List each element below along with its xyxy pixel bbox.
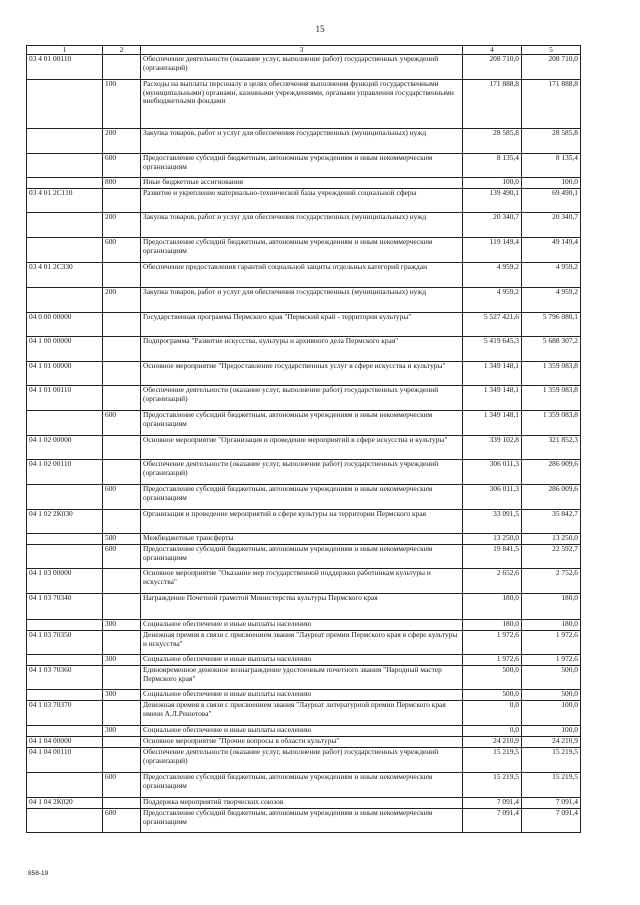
row-value-1-cell: 24 210,9	[463, 737, 522, 748]
row-code-cell: 04 1 02 2К030	[27, 510, 103, 534]
row-name-cell: Поддержка мероприятий творческих союзов	[141, 798, 463, 809]
row-name-cell: Обеспечение деятельности (оказание услуг, выполнение работ) государственных учреждений (организаций)	[141, 386, 463, 411]
table-row	[27, 773, 581, 798]
row-type-cell: 600	[103, 485, 141, 510]
row-value-1-cell: 306 011,3	[463, 460, 522, 485]
row-name-cell: Предоставление субсидий бюджетным, автономным учреждениям и иным некоммерческим организациям	[141, 545, 463, 569]
table-row	[27, 631, 581, 655]
row-code-cell: 03 4 01 2С110	[27, 189, 103, 213]
row-type-cell	[103, 569, 141, 594]
row-value-1-cell: 1 349 148,1	[463, 411, 522, 436]
row-value-1-cell: 4 959,2	[463, 288, 522, 313]
row-name-cell: Обеспечение деятельности (оказание услуг, выполнение работ) государственных учреждений (организаций)	[141, 748, 463, 773]
row-name-cell: Предоставление субсидий бюджетным, автономным учреждениям и иным некоммерческим организациям	[141, 773, 463, 798]
row-value-2-cell: 321 852,3	[522, 436, 581, 460]
row-name-cell: Развитие и укрепление материально-технической базы учреждений социальной сферы	[141, 189, 463, 213]
row-code-cell	[27, 773, 103, 798]
table-header-row	[27, 46, 581, 55]
footer-code: 858-19	[28, 870, 49, 877]
row-code-cell: 04 1 03 70350	[27, 631, 103, 655]
table-row	[27, 263, 581, 288]
row-type-cell: 600	[103, 545, 141, 569]
row-code-cell	[27, 129, 103, 154]
table-row	[27, 726, 581, 737]
row-value-1-cell: 500,0	[463, 690, 522, 701]
row-value-2-cell: 35 842,7	[522, 510, 581, 534]
table-row	[27, 80, 581, 129]
row-value-1-cell: 5 527 421,6	[463, 313, 522, 337]
row-type-cell: 600	[103, 154, 141, 178]
table-row	[27, 510, 581, 534]
row-value-2-cell: 100,0	[522, 178, 581, 189]
row-code-cell: 03 4 01 00110	[27, 55, 103, 80]
table-row	[27, 55, 581, 80]
row-name-cell: Социальное обеспечение и иные выплаты населению	[141, 690, 463, 701]
row-name-cell: Основное мероприятие "Оказание мер государственной поддержки работникам культуры и искусства"	[141, 569, 463, 594]
row-value-2-cell: 100,0	[522, 726, 581, 737]
row-code-cell: 04 1 00 00000	[27, 337, 103, 362]
row-value-1-cell: 20 340,7	[463, 213, 522, 238]
row-type-cell	[103, 460, 141, 485]
header-col-4: 4	[463, 46, 522, 55]
row-code-cell: 04 1 04 00000	[27, 737, 103, 748]
row-value-1-cell: 139 490,1	[463, 189, 522, 213]
row-value-1-cell: 19 841,5	[463, 545, 522, 569]
table-row	[27, 411, 581, 436]
row-value-1-cell: 15 219,5	[463, 748, 522, 773]
row-value-2-cell: 171 888,8	[522, 80, 581, 129]
row-code-cell	[27, 620, 103, 631]
table-row	[27, 362, 581, 386]
row-value-2-cell: 1 972,6	[522, 655, 581, 666]
row-name-cell: Предоставление субсидий бюджетным, автономным учреждениям и иным некоммерческим организациям	[141, 411, 463, 436]
row-value-1-cell: 33 091,5	[463, 510, 522, 534]
table-row	[27, 534, 581, 545]
row-code-cell	[27, 238, 103, 263]
row-type-cell	[103, 631, 141, 655]
row-value-1-cell: 1 972,6	[463, 631, 522, 655]
table-row	[27, 701, 581, 726]
row-type-cell	[103, 263, 141, 288]
row-name-cell: Единовременное денежное вознаграждение удостоенным почетного звания "Народный мастер Пермского края"	[141, 666, 463, 690]
table-row	[27, 288, 581, 313]
row-value-2-cell: 49 149,4	[522, 238, 581, 263]
row-type-cell	[103, 737, 141, 748]
row-name-cell: Обеспечение деятельности (оказание услуг, выполнение работ) государственных учреждений (организаций)	[141, 55, 463, 80]
row-name-cell: Предоставление субсидий бюджетным, автономным учреждениям и иным некоммерческим организациям	[141, 154, 463, 178]
row-code-cell	[27, 178, 103, 189]
row-code-cell	[27, 809, 103, 833]
row-value-1-cell: 15 219,5	[463, 773, 522, 798]
row-value-2-cell: 286 009,6	[522, 460, 581, 485]
row-value-1-cell: 5 419 645,3	[463, 337, 522, 362]
table-row	[27, 545, 581, 569]
row-code-cell: 04 1 03 70340	[27, 594, 103, 620]
budget-table	[26, 45, 581, 833]
header-col-5: 5	[522, 46, 581, 55]
row-code-cell: 04 1 03 00000	[27, 569, 103, 594]
row-name-cell: Организация и проведение мероприятий в сфере культуры на территории Пермского края	[141, 510, 463, 534]
row-value-2-cell: 24 210,9	[522, 737, 581, 748]
row-value-1-cell: 1 349 148,1	[463, 386, 522, 411]
table-row	[27, 436, 581, 460]
row-type-cell: 600	[103, 809, 141, 833]
row-value-2-cell: 100,0	[522, 701, 581, 726]
row-name-cell: Закупка товаров, работ и услуг для обеспечения государственных (муниципальных) нужд	[141, 213, 463, 238]
row-value-2-cell: 20 340,7	[522, 213, 581, 238]
row-value-1-cell: 13 250,0	[463, 534, 522, 545]
row-code-cell	[27, 690, 103, 701]
row-value-2-cell: 5 688 307,2	[522, 337, 581, 362]
row-type-cell: 300	[103, 620, 141, 631]
table-row	[27, 655, 581, 666]
row-code-cell: 04 1 02 00110	[27, 460, 103, 485]
row-code-cell	[27, 534, 103, 545]
table-row	[27, 748, 581, 773]
row-value-1-cell: 180,0	[463, 620, 522, 631]
table-row	[27, 737, 581, 748]
row-value-2-cell: 208 710,0	[522, 55, 581, 80]
table-row	[27, 809, 581, 833]
row-value-2-cell: 180,0	[522, 594, 581, 620]
table-row	[27, 690, 581, 701]
row-value-1-cell: 500,0	[463, 666, 522, 690]
table-row	[27, 129, 581, 154]
row-type-cell	[103, 748, 141, 773]
row-value-2-cell: 5 796 080,1	[522, 313, 581, 337]
table-row	[27, 178, 581, 189]
row-name-cell: Расходы на выплаты персоналу в целях обеспечения выполнения функций государственными (муниципальными) органами, казенными учреждениями, органами управления государственными внебюджетными фондами	[141, 80, 463, 129]
row-value-1-cell: 0,0	[463, 701, 522, 726]
row-name-cell: Предоставление субсидий бюджетным, автономным учреждениям и иным некоммерческим организациям	[141, 238, 463, 263]
row-value-1-cell: 171 888,8	[463, 80, 522, 129]
row-name-cell: Обеспечение предоставления гарантий социальной защиты отдельных категорий граждан	[141, 263, 463, 288]
row-value-2-cell: 2 752,6	[522, 569, 581, 594]
table-row	[27, 154, 581, 178]
table-row	[27, 213, 581, 238]
row-name-cell: Социальное обеспечение и иные выплаты населению	[141, 655, 463, 666]
table-row	[27, 238, 581, 263]
row-value-1-cell: 1 349 148,1	[463, 362, 522, 386]
row-code-cell: 04 1 01 00000	[27, 362, 103, 386]
row-type-cell	[103, 510, 141, 534]
row-type-cell	[103, 55, 141, 80]
row-value-1-cell: 2 652,6	[463, 569, 522, 594]
header-col-1: 1	[27, 46, 103, 55]
table-row	[27, 666, 581, 690]
row-value-1-cell: 1 972,6	[463, 655, 522, 666]
row-type-cell: 800	[103, 178, 141, 189]
row-name-cell: Обеспечение деятельности (оказание услуг, выполнение работ) государственных учреждений (организаций)	[141, 460, 463, 485]
row-value-2-cell: 15 219,5	[522, 748, 581, 773]
row-type-cell: 500	[103, 534, 141, 545]
row-name-cell: Предоставление субсидий бюджетным, автономным учреждениям и иным некоммерческим организациям	[141, 485, 463, 510]
row-value-1-cell: 100,0	[463, 178, 522, 189]
row-value-1-cell: 208 710,0	[463, 55, 522, 80]
row-type-cell: 300	[103, 655, 141, 666]
row-value-2-cell: 28 585,8	[522, 129, 581, 154]
row-code-cell	[27, 485, 103, 510]
row-code-cell: 04 1 02 00000	[27, 436, 103, 460]
row-code-cell	[27, 411, 103, 436]
row-value-2-cell: 1 359 083,8	[522, 386, 581, 411]
table-row	[27, 460, 581, 485]
table-row	[27, 337, 581, 362]
row-value-1-cell: 306 011,3	[463, 485, 522, 510]
row-value-1-cell: 119 149,4	[463, 238, 522, 263]
row-type-cell	[103, 436, 141, 460]
table-row	[27, 620, 581, 631]
row-value-2-cell: 7 091,4	[522, 798, 581, 809]
row-value-1-cell: 339 102,8	[463, 436, 522, 460]
table-row	[27, 189, 581, 213]
row-name-cell: Закупка товаров, работ и услуг для обеспечения государственных (муниципальных) нужд	[141, 288, 463, 313]
row-type-cell: 600	[103, 238, 141, 263]
row-name-cell: Закупка товаров, работ и услуг для обеспечения государственных (муниципальных) нужд	[141, 129, 463, 154]
header-col-2: 2	[103, 46, 141, 55]
row-code-cell	[27, 655, 103, 666]
row-name-cell: Государственная программа Пермского края "Пермский край - территория культуры"	[141, 313, 463, 337]
row-value-1-cell: 8 135,4	[463, 154, 522, 178]
row-name-cell: Основное мероприятие "Организация и проведение мероприятий в сфере искусства и культуры"	[141, 436, 463, 460]
row-value-2-cell: 4 959,2	[522, 288, 581, 313]
row-name-cell: Основное мероприятие "Предоставление государственных услуг в сфере искусства и культуры"	[141, 362, 463, 386]
row-code-cell	[27, 80, 103, 129]
row-code-cell: 03 4 01 2С330	[27, 263, 103, 288]
row-code-cell	[27, 726, 103, 737]
row-type-cell: 100	[103, 80, 141, 129]
row-value-1-cell: 7 091,4	[463, 798, 522, 809]
row-type-cell	[103, 666, 141, 690]
table-row	[27, 569, 581, 594]
row-code-cell: 04 1 03 70370	[27, 701, 103, 726]
row-name-cell: Денежная премия в связи с присвоением звания "Лауреат литературной премии Пермского края имени А.Л.Решетова"	[141, 701, 463, 726]
row-type-cell: 200	[103, 213, 141, 238]
row-name-cell: Межбюджетные трансферты	[141, 534, 463, 545]
row-code-cell	[27, 213, 103, 238]
row-value-2-cell: 286 009,6	[522, 485, 581, 510]
table-row	[27, 386, 581, 411]
row-value-2-cell: 1 359 083,8	[522, 411, 581, 436]
row-name-cell: Предоставление субсидий бюджетным, автономным учреждениям и иным некоммерческим организациям	[141, 809, 463, 833]
row-code-cell: 04 1 01 00110	[27, 386, 103, 411]
row-code-cell	[27, 288, 103, 313]
row-code-cell: 04 1 04 00110	[27, 748, 103, 773]
row-type-cell	[103, 594, 141, 620]
row-value-2-cell: 7 091,4	[522, 809, 581, 833]
row-type-cell	[103, 313, 141, 337]
row-code-cell: 04 1 04 2К020	[27, 798, 103, 809]
row-value-2-cell: 180,0	[522, 620, 581, 631]
row-code-cell	[27, 545, 103, 569]
row-type-cell	[103, 701, 141, 726]
header-col-3: 3	[141, 46, 463, 55]
row-type-cell	[103, 386, 141, 411]
row-type-cell	[103, 337, 141, 362]
row-value-2-cell: 4 959,2	[522, 263, 581, 288]
page-number: 15	[315, 24, 325, 34]
row-value-1-cell: 0,0	[463, 726, 522, 737]
row-type-cell	[103, 362, 141, 386]
row-name-cell: Подпрограмма "Развитие искусства, культуры и архивного дела Пермского края"	[141, 337, 463, 362]
row-type-cell: 300	[103, 726, 141, 737]
row-value-2-cell: 500,0	[522, 666, 581, 690]
row-value-2-cell: 1 359 083,8	[522, 362, 581, 386]
table-row	[27, 313, 581, 337]
row-value-1-cell: 180,0	[463, 594, 522, 620]
row-value-2-cell: 500,0	[522, 690, 581, 701]
row-value-1-cell: 7 091,4	[463, 809, 522, 833]
row-code-cell	[27, 154, 103, 178]
table-row	[27, 798, 581, 809]
row-name-cell: Награждение Почетной грамотой Министерства культуры Пермского края	[141, 594, 463, 620]
row-value-2-cell: 1 972,6	[522, 631, 581, 655]
row-type-cell: 600	[103, 773, 141, 798]
row-name-cell: Денежная премия в связи с присвоением звания "Лауреат премии Пермского края в сфере культуры и искусства"	[141, 631, 463, 655]
table-row	[27, 485, 581, 510]
row-type-cell	[103, 189, 141, 213]
row-code-cell: 04 0 00 00000	[27, 313, 103, 337]
row-value-2-cell: 13 250,0	[522, 534, 581, 545]
row-type-cell	[103, 798, 141, 809]
row-name-cell: Иные бюджетные ассигнования	[141, 178, 463, 189]
row-name-cell: Основное мероприятие "Прочие вопросы в области культуры"	[141, 737, 463, 748]
row-value-2-cell: 15 219,5	[522, 773, 581, 798]
row-value-1-cell: 4 959,2	[463, 263, 522, 288]
table-row	[27, 594, 581, 620]
row-value-1-cell: 28 585,8	[463, 129, 522, 154]
row-value-2-cell: 22 592,7	[522, 545, 581, 569]
row-type-cell: 200	[103, 129, 141, 154]
row-value-2-cell: 8 135,4	[522, 154, 581, 178]
row-type-cell: 600	[103, 411, 141, 436]
row-type-cell: 200	[103, 288, 141, 313]
row-code-cell: 04 1 03 70360	[27, 666, 103, 690]
row-type-cell: 300	[103, 690, 141, 701]
row-name-cell: Социальное обеспечение и иные выплаты населению	[141, 726, 463, 737]
row-name-cell: Социальное обеспечение и иные выплаты населению	[141, 620, 463, 631]
row-value-2-cell: 69 490,1	[522, 189, 581, 213]
